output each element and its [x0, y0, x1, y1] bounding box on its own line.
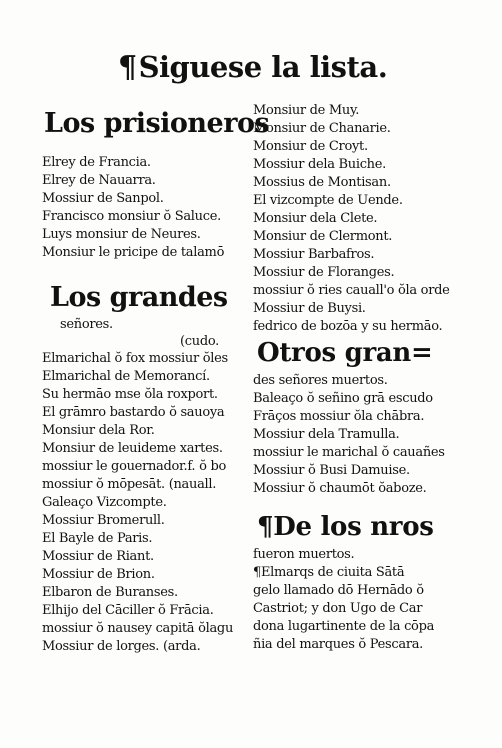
- heading-grandes: Los grandes: [50, 282, 228, 313]
- list-item: Mossiur Bromerull.: [42, 513, 165, 528]
- list-item: Elhijo del Cāciller ŏ Frācia.: [42, 603, 214, 618]
- list-item: Mossiur de Brion.: [42, 567, 155, 582]
- continuation-note: (cudo.: [180, 334, 219, 349]
- list-item: Elrey de Nauarra.: [42, 173, 156, 188]
- list-item: ñia del marques ŏ Pescara.: [253, 637, 424, 652]
- list-item: Monsiur de Clermont.: [253, 229, 393, 244]
- pilcrow-mark: ¶: [118, 50, 137, 85]
- list-item: Monsiur dela Ror.: [42, 423, 155, 438]
- list-item: Mossiur dela Tramulla.: [253, 427, 400, 442]
- list-item: Monsiur de Muy.: [253, 103, 360, 118]
- list-item: mossiur ŏ ries cauall'o ŏla orde: [253, 283, 450, 298]
- list-item: Monsiur de leuideme xartes.: [42, 441, 223, 456]
- list-item: Galeaço Vizcompte.: [42, 495, 167, 510]
- list-item: Mossiur de Floranges.: [253, 265, 395, 280]
- list-item: mossiur ŏ nausey capitā ŏlagu: [42, 621, 234, 636]
- list-item: Mossiur ŏ Busi Damuise.: [253, 463, 410, 478]
- heading-otros-grandes: Otros gran=: [257, 338, 433, 368]
- list-item: Monsiur le pricipe de talamō: [42, 245, 225, 260]
- list-item: Mossiur de Riant.: [42, 549, 154, 564]
- list-item: ¶Elmarqs de ciuita Sātā: [253, 565, 405, 580]
- list-item: Mossiur ŏ chaumōt ŏaboze.: [253, 481, 427, 496]
- list-item: Francisco monsiur ŏ Saluce.: [42, 209, 221, 224]
- list-item: Mossius de Montisan.: [253, 175, 391, 190]
- list-item: Mossiur Barbafros.: [253, 247, 375, 262]
- heading-prisioneros: Los prisioneros: [44, 108, 270, 139]
- list-item: Luys monsiur de Neures.: [42, 227, 201, 242]
- title-text: Siguese la lista.: [138, 50, 388, 84]
- list-item: El grāmro bastardo ŏ sauoya: [42, 405, 225, 420]
- list-item: Monsiur de Croyt.: [253, 139, 368, 154]
- list-item: mossiur le gouernador.f. ŏ bo: [42, 459, 226, 474]
- list-item: Elmarichal de Memorancí.: [42, 369, 210, 384]
- list-item: Monsiur dela Clete.: [253, 211, 378, 226]
- list-item: Mossiur dela Buiche.: [253, 157, 386, 172]
- list-item: Mossiur de lorges. (arda.: [42, 639, 201, 654]
- list-item: Mossiur de Sanpol.: [42, 191, 164, 206]
- list-item: El vizcompte de Uende.: [253, 193, 403, 208]
- heading-de-los-nuestros: ¶De los nros: [257, 512, 434, 542]
- list-item: fedrico de bozōa y su hermāo.: [253, 319, 443, 334]
- list-item: Elbaron de Buranses.: [42, 585, 178, 600]
- heading-continuation: fueron muertos.: [253, 547, 355, 562]
- list-item: Elrey de Francia.: [42, 155, 151, 170]
- heading-continuation: des señores muertos.: [253, 373, 388, 388]
- list-item: dona lugartinente de la cōpa: [253, 619, 435, 634]
- list-item: Su hermāo mse ŏla roxport.: [42, 387, 218, 402]
- list-item: Elmarichal ŏ fox mossiur ŏles: [42, 351, 228, 366]
- list-item: Castriot; y don Ugo de Car: [253, 601, 423, 616]
- list-item: Monsiur de Chanarie.: [253, 121, 391, 136]
- list-item: El Bayle de Paris.: [42, 531, 153, 546]
- list-item: gelo llamado dō Hernādo ŏ: [253, 583, 424, 598]
- list-item: Frāços mossiur ŏla chābra.: [253, 409, 425, 424]
- list-item: mossiur le marichal ŏ cauañes: [253, 445, 445, 460]
- page-title: [118, 50, 387, 85]
- list-item: Mossiur de Buysi.: [253, 301, 366, 316]
- heading-continuation: señores.: [60, 317, 113, 332]
- list-item: mossiur ŏ mōpesāt. (nauall.: [42, 477, 217, 492]
- list-item: Baleaço ŏ señino grā escudo: [253, 391, 433, 406]
